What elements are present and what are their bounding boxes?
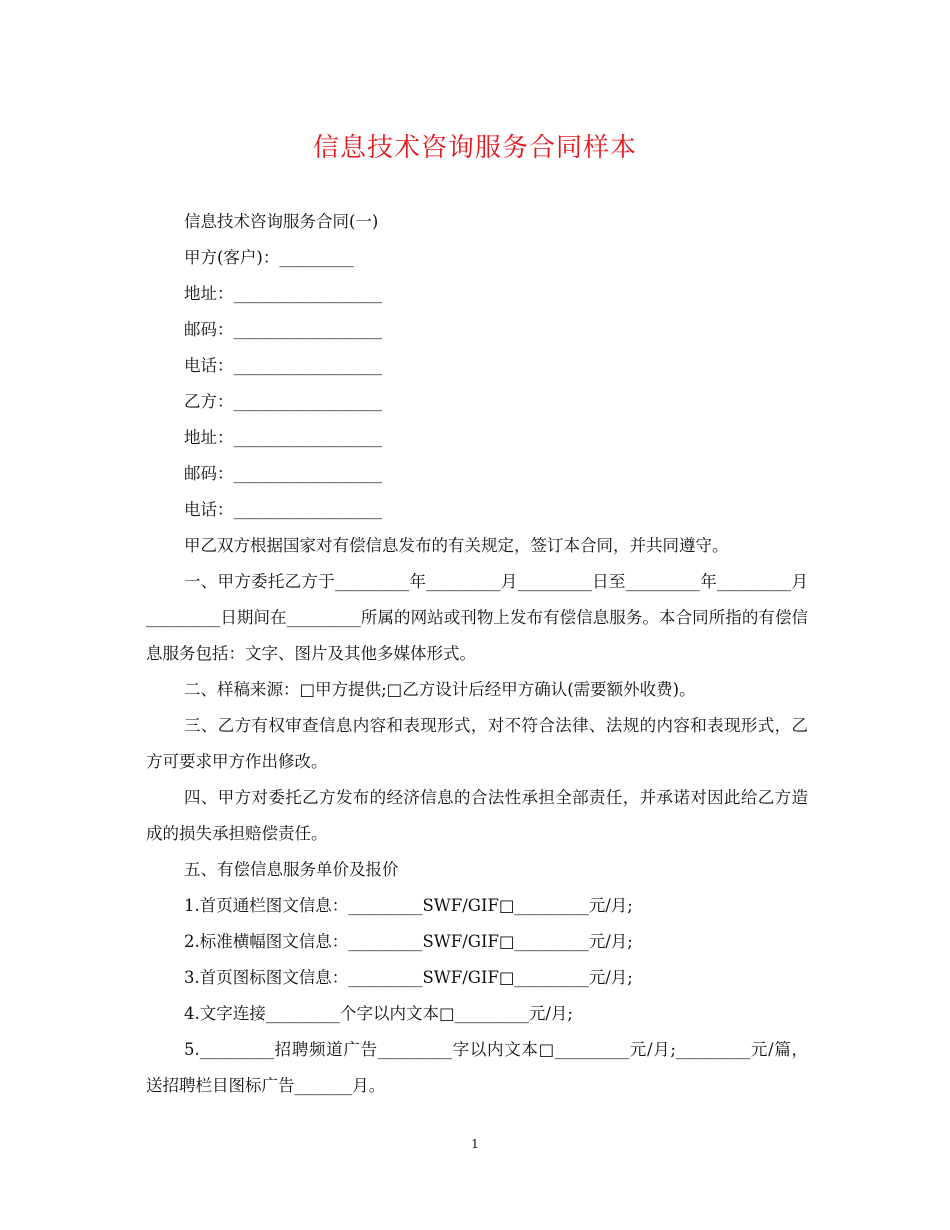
price-item-2: 2.标准横幅图文信息：_________SWF/GIF□_________元/月; — [184, 932, 633, 951]
party-b-postcode-field: 邮码：__________________ — [184, 464, 382, 483]
party-b-phone-field: 电话：__________________ — [184, 500, 382, 519]
clause-1-paragraph: 一、甲方委托乙方于_________年_________月_________日至_________年_________月_________日期间在_________所属的网站或刊物上发布有偿信息服务。本合同所指的有偿信息服务包括：文字、图片及其他多媒体形式。 — [146, 572, 808, 663]
party-a-field: 甲方(客户)：_________ — [184, 248, 354, 267]
price-item-3: 3.首页图标图文信息：_________SWF/GIF□_________元/月; — [184, 968, 633, 987]
page-number: 1 — [471, 1137, 479, 1151]
clause-3-paragraph: 三、乙方有权审查信息内容和表现形式，对不符合法律、法规的内容和表现形式，乙方可要求甲方作出修改。 — [146, 716, 808, 771]
document-body — [146, 204, 808, 1104]
party-a-postcode-field: 邮码：__________________ — [184, 320, 382, 339]
clause-4-paragraph: 四、甲方对委托乙方发布的经济信息的合法性承担全部责任，并承诺对因此给乙方造成的损失承担赔偿责任。 — [146, 788, 808, 843]
clause-5-paragraph: 五、有偿信息服务单价及报价 — [184, 860, 399, 879]
party-a-address-field: 地址：__________________ — [184, 284, 382, 303]
price-item-4: 4.文字连接_________个字以内文本□_________元/月; — [184, 1004, 573, 1023]
price-item-5: 5._________招聘频道广告_________字以内文本□_________元/月;_________元/篇，送招聘栏目图标广告_______月。 — [146, 1040, 808, 1095]
party-b-field: 乙方：__________________ — [184, 392, 382, 411]
intro-paragraph: 甲乙双方根据国家对有偿信息发布的有关规定，签订本合同，并共同遵守。 — [184, 536, 729, 555]
document-title: 信息技术咨询服务合同样本 — [312, 133, 637, 163]
clause-2-paragraph: 二、样稿来源：□甲方提供;□乙方设计后经甲方确认(需要额外收费)。 — [184, 680, 696, 699]
contract-subtitle: 信息技术咨询服务合同(一) — [184, 212, 379, 231]
price-item-1: 1.首页通栏图文信息：_________SWF/GIF□_________元/月; — [184, 896, 633, 915]
party-a-phone-field: 电话：__________________ — [184, 356, 382, 375]
party-b-address-field: 地址：__________________ — [184, 428, 382, 447]
